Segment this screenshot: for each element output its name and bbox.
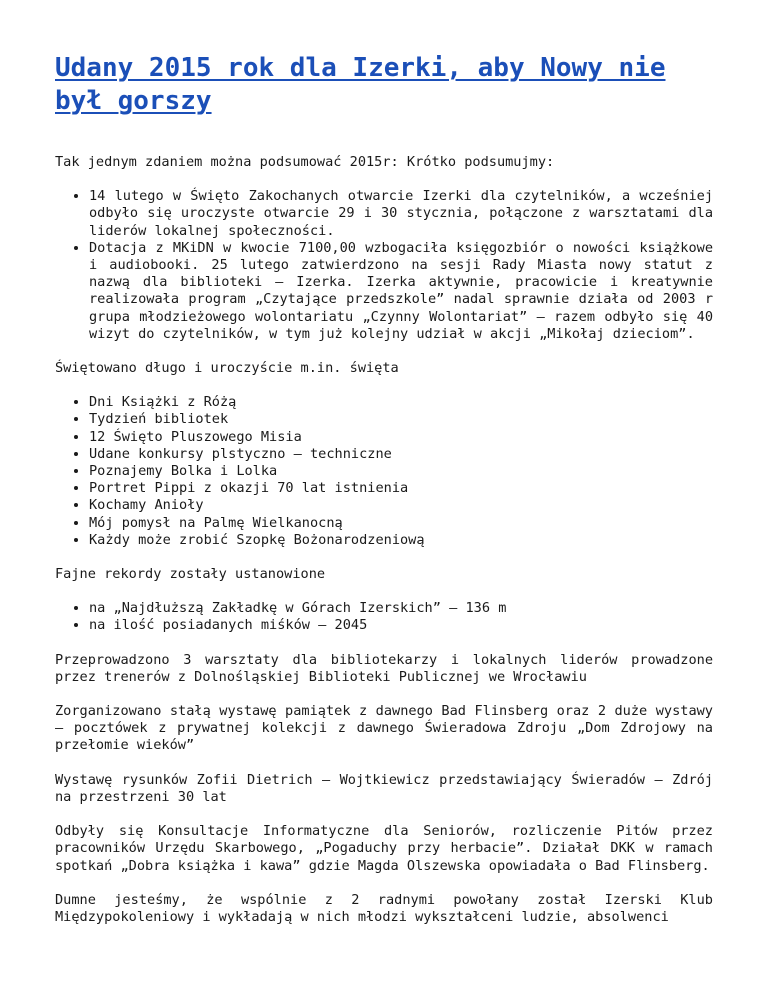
list-item: • Portret Pippi z okazji 70 lat istnienia — [89, 480, 713, 497]
list-item: • Udane konkursy plstyczno – techniczne — [89, 446, 713, 463]
holidays-list — [55, 394, 713, 549]
club-paragraph: Dumne jesteśmy, że wspólnie z 2 radnymi powołany został Izerski Klub Międzypokoleniowy i wykładają w nich młodzi wykształceni ludzie, absolwenci — [55, 891, 713, 925]
intro-paragraph: Tak jednym zdaniem można podsumować 2015r: Krótko podsumujmy: — [55, 154, 555, 170]
summary-list — [55, 188, 713, 343]
list-item: • Każdy może zrobić Szopkę Bożonarodzeniową — [89, 532, 713, 549]
records-list — [55, 600, 713, 634]
article — [55, 52, 713, 943]
list-item: • Dotacja z MKiDN w kwocie 7100,00 wzbogaciła księgozbiór o nowości książkowe i audiobooki. 25 lutego zatwierdzono na sesji Rady Miasta nowy statut z nazwą dla biblioteki – Izerka. Izerka aktywnie, pracowicie i kreatywnie realizowała program „Czytające przedszkole” nadal sprawnie działa od 2003 r grupa młodzieżowego wolontariatu „Czynny Wolontariat” – razem odbyło się 40 wizyt do czytelników, w tym już kolejny udział w akcji „Mikołaj dzieciom”. — [89, 240, 713, 343]
article-title-link[interactable]: Udany 2015 rok dla Izerki, aby Nowy nie był gorszy — [55, 53, 666, 116]
workshops-paragraph: Przeprowadzono 3 warsztaty dla bibliotekarzy i lokalnych liderów prowadzone przez trenerów z Dolnośląskiej Biblioteki Publicznej we Wrocławiu — [55, 651, 713, 685]
drawings-paragraph: Wystawę rysunków Zofii Dietrich – Wojtkiewicz przedstawiający Świeradów – Zdrój na przestrzeni 30 lat — [55, 771, 713, 805]
list-item: • na „Najdłuższą Zakładkę w Górach Izerskich” – 136 m — [89, 600, 713, 617]
list-item: • Mój pomysł na Palmę Wielkanocną — [89, 515, 713, 532]
holidays-intro: Świętowano długo i uroczyście m.in. święta — [55, 360, 399, 377]
list-item: • Dni Książki z Różą — [89, 394, 713, 411]
records-intro: Fajne rekordy zostały ustanowione — [55, 566, 326, 583]
exhibitions-paragraph: Zorganizowano stałą wystawę pamiątek z dawnego Bad Flinsberg oraz 2 duże wystawy – pocztówek z prywatnej kolekcji z dawnego Świeradowa Zdroju „Dom Zdrojowy na przełomie wieków” — [55, 703, 713, 754]
list-item: • Poznajemy Bolka i Lolka — [89, 463, 713, 480]
list-item: • na ilość posiadanych miśków – 2045 — [89, 617, 713, 634]
list-item: • Kochamy Anioły — [89, 497, 713, 514]
list-item: • 14 lutego w Święto Zakochanych otwarcie Izerki dla czytelników, a wcześniej odbyło się uroczyste otwarcie 29 i 30 stycznia, połączone z warsztatami dla liderów lokalnej społeczności. — [89, 188, 713, 240]
list-item: • 12 Święto Pluszowego Misia — [89, 429, 713, 446]
consultations-paragraph: Odbyły się Konsultacje Informatyczne dla Seniorów, rozliczenie Pitów przez pracowników Urzędu Skarbowego, „Pogaduchy przy herbacie”. Działał DKK w ramach spotkań „Dobra książka i kawa” gdzie Magda Olszewska opowiadała o Bad Flinsberg. — [55, 823, 713, 874]
list-item: • Tydzień bibliotek — [89, 411, 713, 428]
